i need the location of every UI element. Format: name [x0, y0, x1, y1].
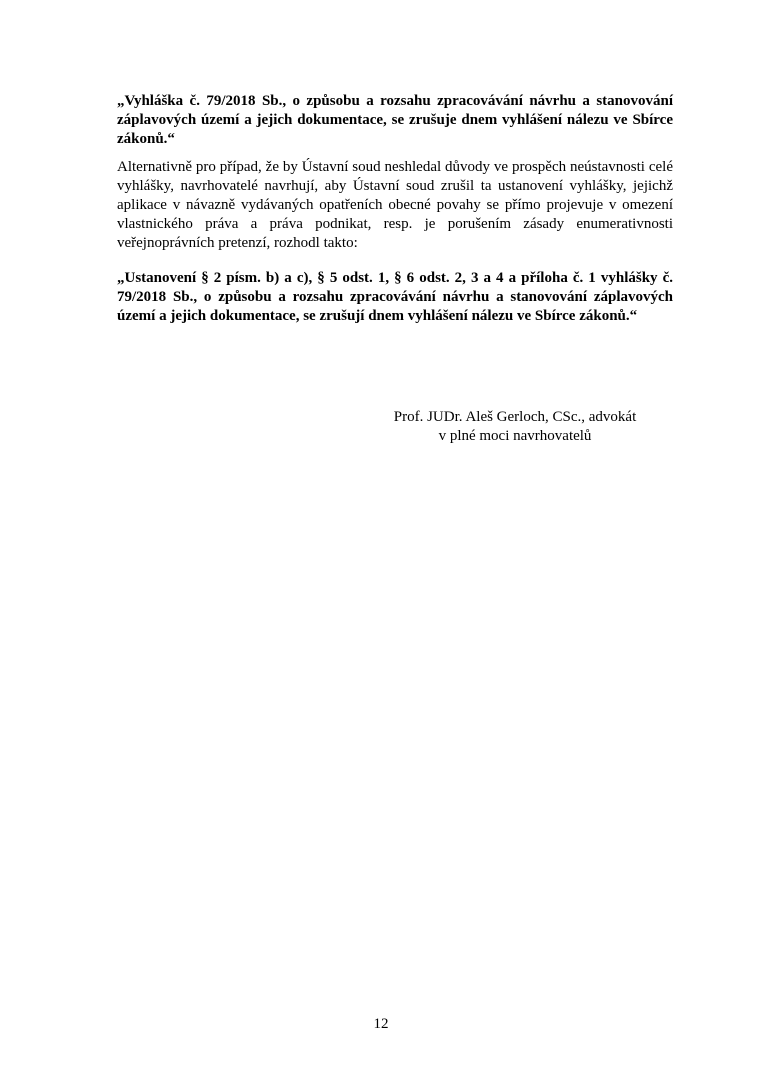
- proposal-paragraph: „Vyhláška č. 79/2018 Sb., o způsobu a rozsahu zpracovávání návrhu a stanovování záplavových území a jejich dokumentace, se zrušuje dnem vyhlášení nálezu ve Sbírce zákonů.“: [117, 93, 673, 147]
- page-number: 12: [373, 1016, 389, 1032]
- alternative-paragraph: Alternativně pro případ, že by Ústavní soud neshledal důvody ve prospěch neústavnosti celé vyhlášky, navrhovatelé navrhují, aby Ústavní soud zrušil ta ustanovení vyhlášky, jejichž aplikace v návazně vydávaných opatřeních obecné povahy se přímo projevuje v omezení vlastnického práva a práva podnikat, resp. je porušením zásady enumerativnosti veřejnoprávních pretenzí, rozhodl takto:: [117, 159, 673, 251]
- signature-block: [380, 408, 650, 446]
- signature-role: v plné moci navrhovatelů: [438, 428, 592, 444]
- alternative-proposal-paragraph: „Ustanovení § 2 písm. b) a c), § 5 odst. 1, § 6 odst. 2, 3 a 4 a příloha č. 1 vyhlášky č. 79/2018 Sb., o způsobu a rozsahu zpracovávání návrhu a stanovování záplavových území a jejich dokumentace, se zrušují dnem vyhlášení nálezu ve Sbírce zákonů.“: [117, 270, 673, 324]
- signature-name: Prof. JUDr. Aleš Gerloch, CSc., advokát: [393, 409, 637, 425]
